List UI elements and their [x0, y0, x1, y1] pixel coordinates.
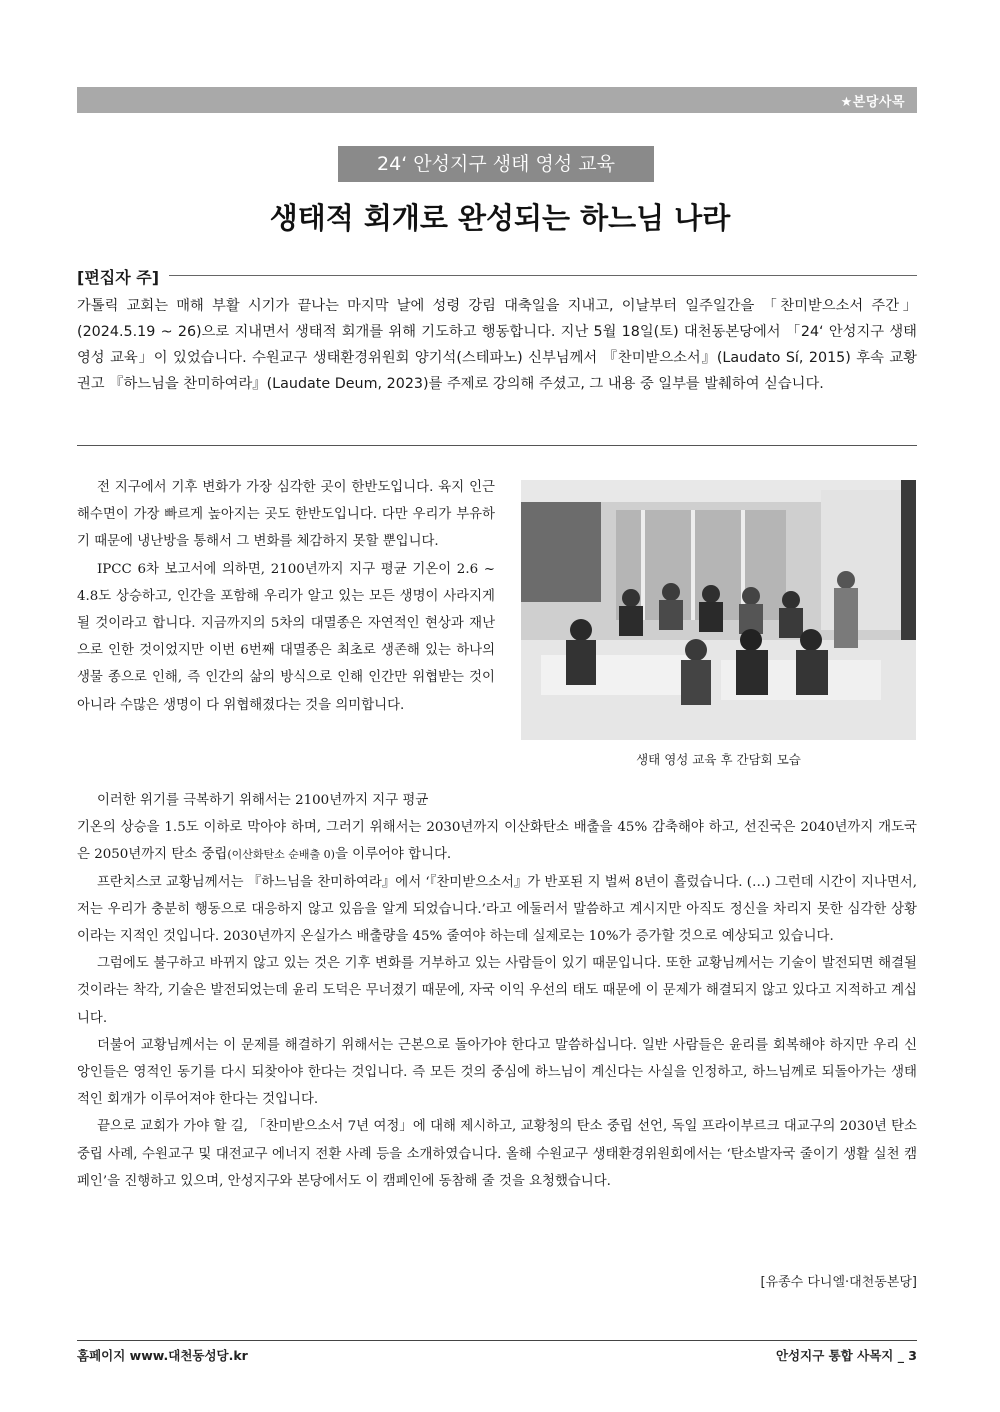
paragraph-3-note: (이산화탄소 순배출 0) — [227, 848, 335, 862]
editor-note-heading — [77, 265, 917, 285]
paragraph-3 — [77, 787, 917, 814]
paragraph-3-end: 을 이루어야 합니다. — [334, 847, 452, 863]
footer-rule — [77, 1340, 917, 1341]
article-title: 생태적 회개로 완성되는 하느님 나라 — [269, 201, 731, 235]
editor-note-label: [편집자 주] — [77, 265, 169, 288]
event-photo — [521, 480, 916, 740]
photo-image — [521, 480, 916, 740]
paragraph-3-cont: 기온의 상승을 1.5도 이하로 막아야 하며, 그러기 위해서는 2030년까지 이산화탄소 배출을 45% 감축해야 하고, 선진국은 2040년까지 개도국은 2050년까지 탄소 중립 — [77, 820, 917, 863]
paragraph-3-start: 이러한 위기를 극복하기 위해서는 2100년까지 지구 평균 — [97, 793, 429, 808]
article-body — [77, 787, 917, 1195]
footer-homepage: 홈페이지 www.대천동성당.kr — [77, 1348, 248, 1363]
paragraph-4: 프란치스코 교황님께서는 『하느님을 찬미하여라』에서 ‘『찬미받으소서』가 반포된 지 벌써 8년이 흘렀습니다. (…) 그런데 시간이 지나면서, 저는 우리가 충분히 행동으로 대응하지 않고 있음을 알게 되었습니다.’라고 에둘러서 말씀하고 계시지만 아직도 정신을 차리지 못한 심각한 상황이라는 지적인 것입니다. 2030년까지 온실가스 배출량을 45% 줄여야 하는데 실제로는 10%가 증가할 것으로 예상되고 있습니다. — [77, 874, 917, 945]
section-label: ★본당사목 — [840, 95, 905, 110]
photo-caption: 생태 영성 교육 후 간담회 모습 — [636, 752, 801, 767]
paragraph-6: 더불어 교황님께서는 이 문제를 해결하기 위해서는 근본으로 돌아가야 한다고 말씀하십니다. 일반 사람들은 윤리를 회복해야 하지만 우리 신앙인들은 영적인 동기를 다시 되찾아야 한다는 것입니다. 즉 모든 것의 중심에 하느님이 계신다는 사실을 인정하고, 하느님께로 되돌아가는 생태적인 회개가 이루어져야 한다는 것입니다. — [77, 1037, 917, 1108]
paragraph-7: 끝으로 교회가 가야 할 길, 「찬미받으소서 7년 여정」에 대해 제시하고, 교황청의 탄소 중립 선언, 독일 프라이부르크 대교구의 2030년 탄소 중립 사례, 수원교구 및 대전교구 에너지 전환 사례 등을 소개하였습니다. 올해 수원교구 생태환경위원회에서는 ‘탄소발자국 줄이기 생활 실천 캠페인’을 진행하고 있으며, 안성지구와 본당에서도 이 캠페인에 동참해 줄 것을 요청했습니다. — [77, 1119, 917, 1189]
editor-note-text: 가톨릭 교회는 매해 부활 시기가 끝나는 마지막 날에 성령 강림 대축일을 지내고, 이날부터 일주일간을 「찬미받으소서 주간」(2024.5.19 ~ 26)으로 지내면서 생태적 회개를 위해 기도하고 행동합니다. 지난 5월 18일(토) 대천동본당에서 「24‘ 안성지구 생태 영성 교육」이 있었습니다. 수원교구 생태환경위원회 양기석(스테파노) 신부님께서 『찬미받으소서』(Laudato Sí, 2015) 후속 교황 권고 『하느님을 찬미하여라』(Laudate Deum, 2023)를 주제로 강의해 주셨고, 그 내용 중 일부를 발췌하여 싣습니다. — [77, 298, 917, 392]
header-bar — [77, 87, 917, 113]
footer-page-info: 안성지구 통합 사목지 _ 3 — [775, 1348, 917, 1363]
paragraph-1: 전 지구에서 기후 변화가 가장 심각한 곳이 한반도입니다. 육지 인근 해수면이 가장 빠르게 높아지는 곳도 한반도입니다. 다만 우리가 부유하기 때문에 냉난방을 통해서 그 변화를 체감하지 못할 뿐입니다. — [77, 480, 495, 550]
paragraph-5: 그럼에도 불구하고 바뀌지 않고 있는 것은 기후 변화를 거부하고 있는 사람들이 있기 때문입니다. 또한 교황님께서는 기술이 발전되면 해결될 것이라는 착각, 기술은 발전되었는데 윤리 도덕은 무너졌기 때문에, 자국 이익 우선의 태도 때문에 이 문제가 해결되지 않고 있다고 지적하고 계십니다. — [77, 956, 917, 1026]
article-subtitle: 24‘ 안성지구 생태 영성 교육 — [338, 146, 654, 182]
paragraph-2: IPCC 6차 보고서에 의하면, 2100년까지 지구 평균 기온이 2.6 ~ 4.8도 상승하고, 인간을 포함해 우리가 알고 있는 모든 생명이 사라지게 될 것이라고 합니다. 지금까지의 5차의 대멸종은 자연적인 현상과 재난으로 인한 것이었지만 이번 6번째 대멸종은 최초로 생존해 있는 하나의 생물 종으로 인해, 즉 인간의 삶의 방식으로 인해 인간만 위협받는 것이 아니라 수많은 생명이 다 위협해졌다는 것을 의미합니다. — [77, 561, 495, 713]
section-divider — [77, 445, 917, 446]
paragraph-3-continued — [77, 814, 917, 868]
editor-note-rule — [77, 275, 917, 276]
article-column-left — [77, 474, 495, 719]
author-credit: [유종수 다니엘·대천동본당] — [760, 1275, 917, 1290]
